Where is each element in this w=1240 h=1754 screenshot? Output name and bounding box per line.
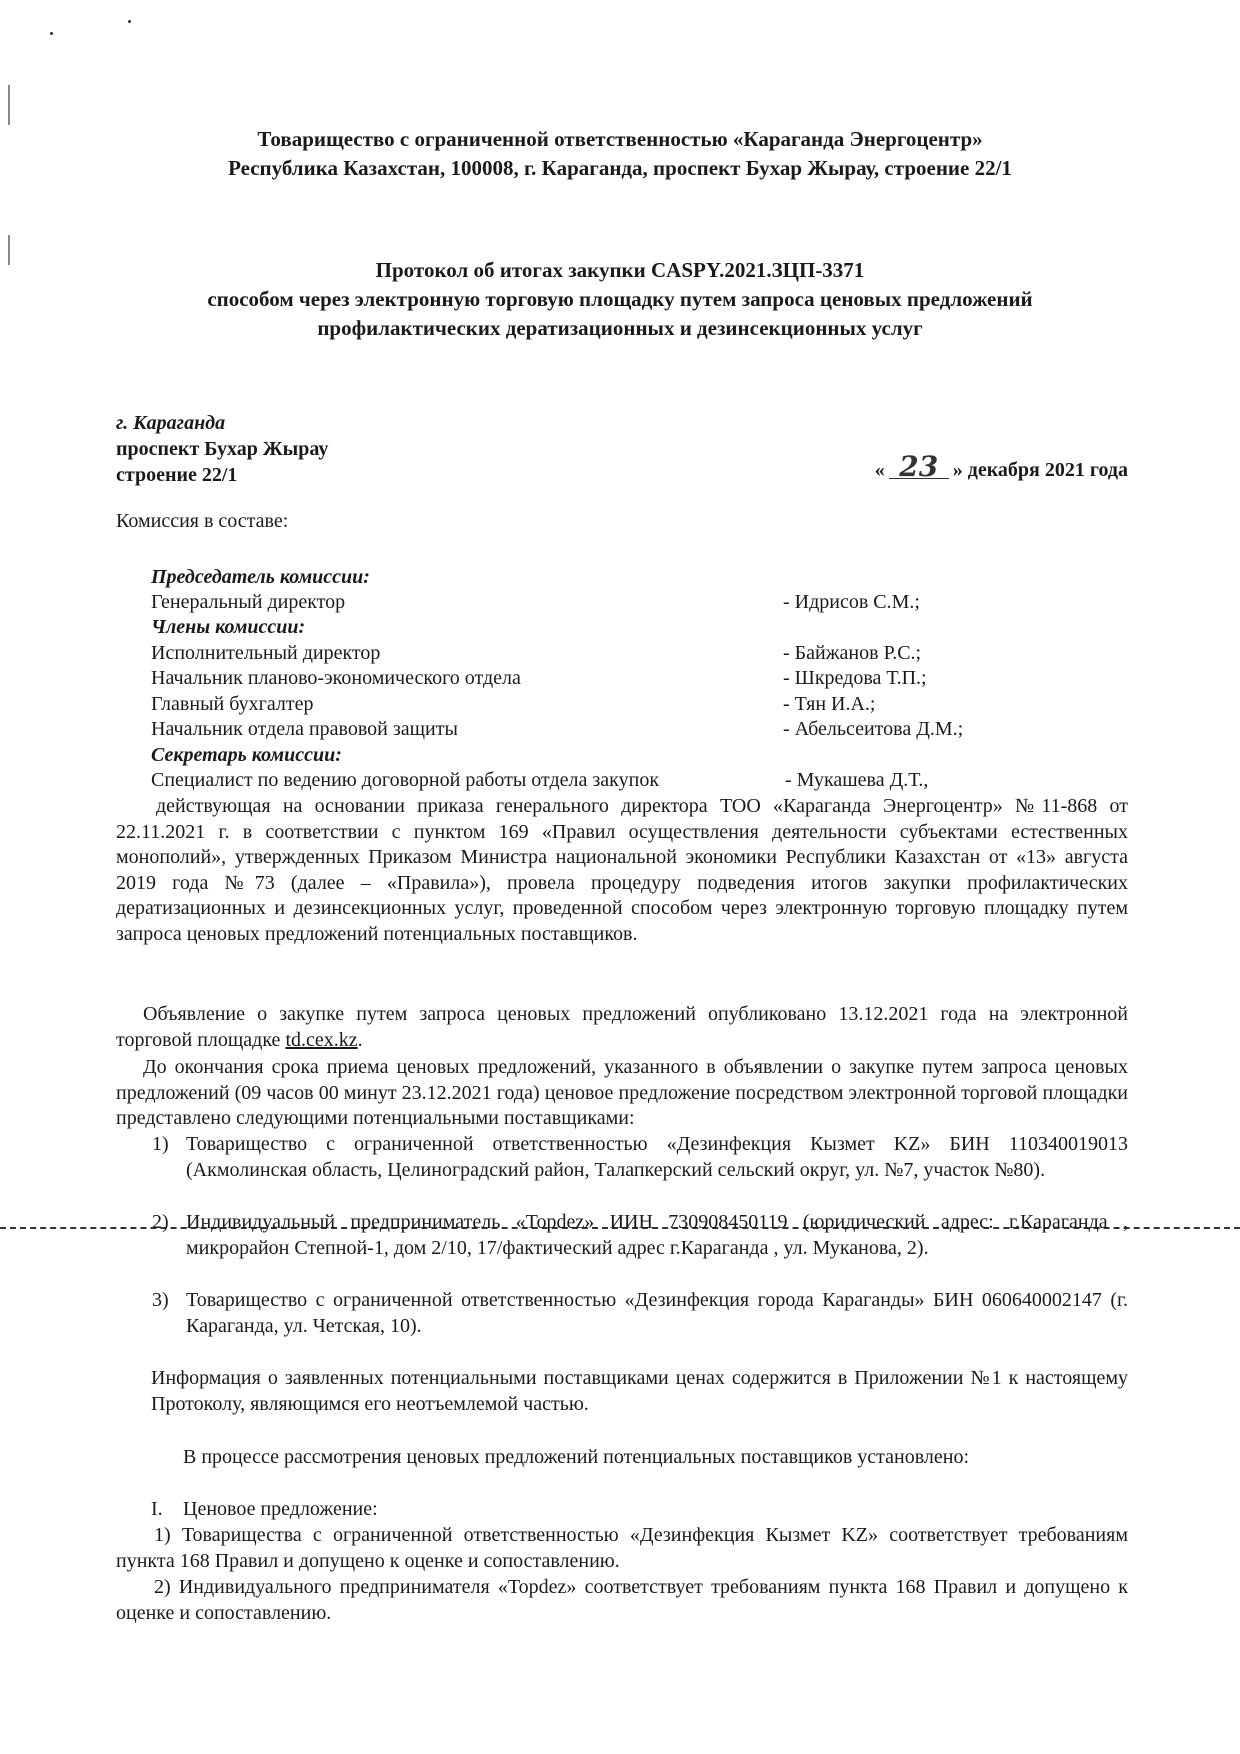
section-number: I. xyxy=(151,1498,163,1520)
section-title: Ценовое предложение: xyxy=(183,1498,378,1520)
chair-title: Председатель комиссии: xyxy=(151,566,370,588)
announcement-text: Объявление о закупке путем запроса ценовых предложений опубликовано 13.12.2021 года на электронной торговой площадке xyxy=(116,1003,1128,1051)
secretary-title: Секретарь комиссии: xyxy=(151,744,342,766)
title-line-2: способом через электронную торговую площадку путем запроса ценовых предложений xyxy=(207,287,1033,311)
organization-header xyxy=(100,125,1140,183)
place-building: строение 22/1 xyxy=(116,464,238,486)
member-role: Исполнительный директор xyxy=(151,642,381,664)
member-name: - Тян И.А.; xyxy=(783,693,876,715)
date-open-quote: « xyxy=(874,459,885,481)
list-number: 2) xyxy=(152,1211,169,1233)
org-address: Республика Казахстан, 100008, г. Караганда, проспект Бухар Жырау, строение 22/1 xyxy=(228,156,1012,180)
finding-item: 1) Товарищества с ограниченной ответственностью «Дезинфекция Кызмет KZ» соответствует требованиям пункта 168 Правил и допущено к оценке и сопоставлению. xyxy=(116,1524,1128,1572)
scan-speck xyxy=(128,20,131,23)
member-name: - Абельсеитова Д.М.; xyxy=(783,718,964,740)
protocol-title xyxy=(100,256,1140,343)
member-name: - Байжанов Р.С.; xyxy=(783,642,922,664)
place-block xyxy=(116,410,328,488)
title-line-1: Протокол об итогах закупки CASPY.2021.ЗЦП-3371 xyxy=(375,258,865,282)
paragraph-announcement xyxy=(116,1002,1128,1053)
chair-role: Генеральный директор xyxy=(151,591,346,613)
list-item-supplier: Товарищество с ограниченной ответственностью «Дезинфекция Кызмет KZ» БИН 110340019013 (Акмолинская область, Целиноградский район, Талапкерский сельский округ, ул. №7, участок №80). xyxy=(186,1133,1128,1181)
commission-intro: Комиссия в составе: xyxy=(116,510,289,532)
platform-link[interactable]: td.cex.kz xyxy=(285,1028,358,1051)
member-role: Начальник отдела правовой защиты xyxy=(151,718,458,740)
scan-edge-mark xyxy=(8,85,10,125)
org-name: Товарищество с ограниченной ответственностью «Караганда Энергоцентр» xyxy=(257,127,983,151)
member-role: Главный бухгалтер xyxy=(151,693,314,715)
members-title: Члены комиссии: xyxy=(151,616,306,638)
list-item-supplier: Товарищество с ограниченной ответственностью «Дезинфекция города Караганды» БИН 060640002147 (г. Караганда, ул. Четская, 10). xyxy=(186,1289,1128,1337)
finding-item: 2) Индивидуального предпринимателя «Topdez» соответствует требованиям пункта 168 Правил и допущено к оценке и сопоставлению. xyxy=(116,1576,1128,1624)
scan-speck xyxy=(50,32,53,35)
paragraph-basis: действующая на основании приказа генерального директора ТОО «Караганда Энергоцентр» №11-868 от 22.11.2021 г. в соответствии с пунктом 169 «Правил осуществления деятельности субъектами естественных монополий», утвержденных Приказом Министра национальной экономики Республики Казахстан от «13» августа 2019 года №73 (далее – «Правила»), провела процедуру подведения итогов закупки профилактических дератизационных и дезинсекционных услуг, проведенной способом через электронную торговую площадку путем запроса ценовых предложений потенциальных поставщиков. xyxy=(116,795,1128,945)
chair-name: - Идрисов С.М.; xyxy=(783,591,920,613)
list-number: 1) xyxy=(152,1133,169,1155)
member-name: - Шкредова Т.П.; xyxy=(783,667,927,689)
secretary-role: Специалист по ведению договорной работы отдела закупок xyxy=(151,769,660,791)
paragraph-review: В процессе рассмотрения ценовых предложений потенциальных поставщиков установлено: xyxy=(183,1446,969,1468)
paragraph-deadline: До окончания срока приема ценовых предложений, указанного в объявлении о закупке путем запроса ценовых предложений (09 часов 00 минут 23.12.2021 года) ценовое предложение посредством электронной торговой площадки представлено следующими потенциальными поставщиками: xyxy=(116,1056,1128,1129)
announcement-end: . xyxy=(357,1028,363,1051)
member-role: Начальник планово-экономического отдела xyxy=(151,667,521,689)
scan-edge-mark xyxy=(8,235,10,265)
paragraph-appendix: Информация о заявленных потенциальными поставщиками ценах содержится в Приложении №1 к настоящему Протоколу, являющимся его неотъемлемой частью. xyxy=(151,1367,1128,1415)
secretary-name: - Мукашева Д.Т., xyxy=(785,769,929,791)
handwritten-day: 23 xyxy=(889,456,949,479)
place-street: проспект Бухар Жырау xyxy=(116,438,329,460)
date-month-year: » декабря 2021 года xyxy=(952,459,1128,481)
list-item-supplier: Индивидуальный предприниматель «Topdez» ИИН 730908450119 (юридический адрес: г.Караганда , микрорайон Степной-1, дом 2/10, 17/фактический адрес г.Караганда , ул. Муканова, 2). xyxy=(186,1211,1128,1259)
title-line-3: профилактических дератизационных и дезинсекционных услуг xyxy=(317,316,923,340)
protocol-date xyxy=(850,450,1128,484)
place-city: г. Караганда xyxy=(116,412,226,434)
list-number: 3) xyxy=(152,1289,169,1311)
